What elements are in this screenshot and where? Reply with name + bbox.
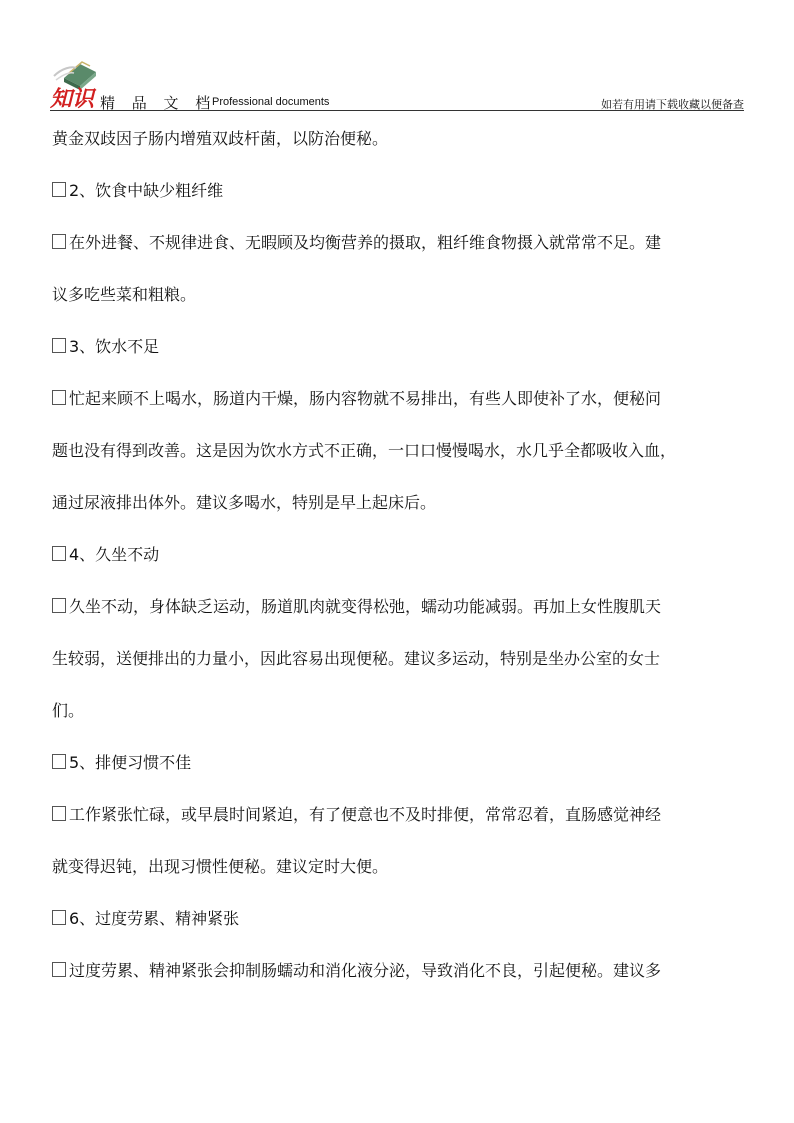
checkbox-glyph-icon: [52, 390, 66, 405]
section-heading-text: 4、久坐不动: [69, 545, 160, 564]
section-heading: [52, 330, 764, 364]
section-heading-text: 2、饮食中缺少粗纤维: [69, 181, 224, 200]
paragraph-line: [52, 954, 764, 988]
header-note: 如若有用请下载收藏以便备查: [601, 98, 744, 111]
section-heading-text: 5、排便习惯不佳: [69, 753, 192, 772]
paragraph-line: [52, 798, 764, 832]
checkbox-glyph-icon: [52, 598, 66, 613]
book-logo-icon: [46, 54, 102, 110]
section-heading: [52, 746, 764, 780]
paragraph-line: 议多吃些菜和粗粮。: [52, 285, 197, 304]
checkbox-glyph-icon: [52, 234, 66, 249]
checkbox-glyph-icon: [52, 182, 66, 197]
checkbox-glyph-icon: [52, 806, 66, 821]
header-title: 精 品 文 档: [100, 94, 217, 112]
section-heading: [52, 902, 764, 936]
paragraph-line: [52, 590, 764, 624]
checkbox-glyph-icon: [52, 754, 66, 769]
paragraph-line: 通过尿液排出体外。建议多喝水，特别是早上起床后。: [52, 493, 437, 512]
paragraph-line: 们。: [52, 701, 85, 720]
section-heading-text: 6、过度劳累、精神紧张: [69, 909, 240, 928]
paragraph-line: 就变得迟钝，出现习惯性便秘。建议定时大便。: [52, 857, 389, 876]
paragraph-text: 忙起来顾不上喝水，肠道内干燥，肠内容物就不易排出，有些人即使补了水，便秘问: [69, 389, 662, 408]
paragraph-text: 过度劳累、精神紧张会抑制肠蠕动和消化液分泌，导致消化不良，引起便秘。建议多: [69, 961, 662, 980]
paragraph-text: 工作紧张忙碌，或早晨时间紧迫，有了便意也不及时排便，常常忍着，直肠感觉神经: [69, 805, 662, 824]
section-heading: [52, 174, 764, 208]
checkbox-glyph-icon: [52, 338, 66, 353]
svg-text:知识: 知识: [50, 86, 95, 110]
paragraph-text: 久坐不动，身体缺乏运动，肠道肌肉就变得松弛，蠕动功能减弱。再加上女性腹肌天: [69, 597, 662, 616]
paragraph-line: 题也没有得到改善。这是因为饮水方式不正确，一口口慢慢喝水，水几乎全都吸收入血，: [52, 441, 677, 460]
paragraph-line: 黄金双歧因子肠内增殖双歧杆菌，以防治便秘。: [52, 129, 389, 148]
header-subtitle: Professional documents: [212, 96, 330, 108]
page-header: [0, 0, 794, 112]
checkbox-glyph-icon: [52, 910, 66, 925]
checkbox-glyph-icon: [52, 546, 66, 561]
paragraph-text: 在外进餐、不规律进食、无暇顾及均衡营养的摄取，粗纤维食物摄入就常常不足。建: [69, 233, 662, 252]
paragraph-line: [52, 226, 764, 260]
section-heading-text: 3、饮水不足: [69, 337, 160, 356]
paragraph-line: 生较弱，送便排出的力量小，因此容易出现便秘。建议多运动，特别是坐办公室的女士: [52, 649, 661, 668]
header-divider: [50, 110, 744, 111]
document-body: [52, 122, 764, 988]
checkbox-glyph-icon: [52, 962, 66, 977]
paragraph-line: [52, 382, 764, 416]
logo: [46, 54, 102, 110]
section-heading: [52, 538, 764, 572]
